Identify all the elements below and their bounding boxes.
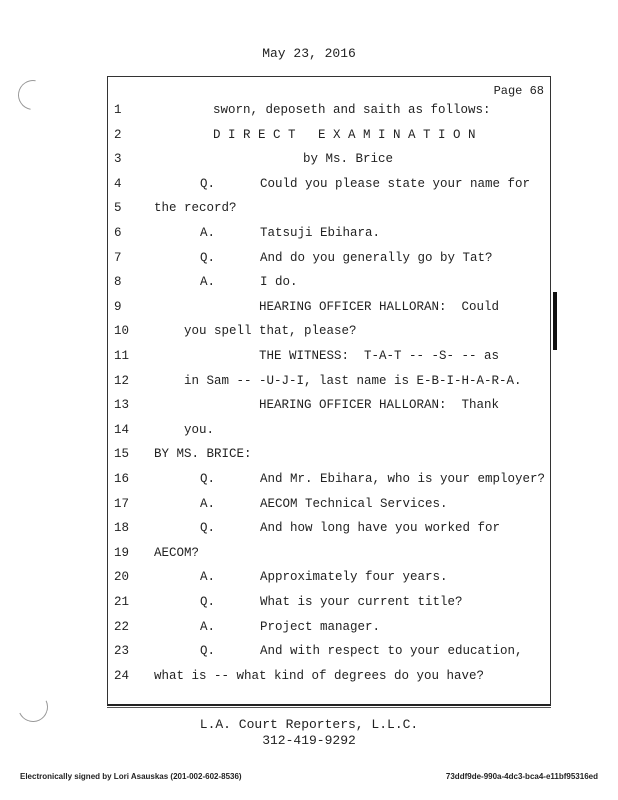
- transcript-line: [0, 300, 618, 324]
- line-number: 24: [114, 668, 130, 683]
- transcript-line: [0, 423, 618, 447]
- line-text: in Sam -- -U-J-I, last name is E-B-I-H-A-R-A.: [184, 373, 522, 388]
- line-number: 5: [114, 201, 122, 216]
- transcript-line: [0, 570, 618, 594]
- line-text: Q. What is your current title?: [200, 595, 463, 609]
- line-number: 4: [114, 176, 122, 191]
- line-number: 9: [114, 299, 122, 314]
- line-text: sworn, deposeth and saith as follows:: [213, 103, 491, 117]
- transcript-line: [0, 177, 618, 201]
- transcript-line: [0, 620, 618, 644]
- transcript-line: [0, 546, 618, 570]
- transcript-line: [0, 152, 618, 176]
- line-number: 14: [114, 422, 130, 437]
- transcript-line: [0, 324, 618, 348]
- line-text: A. Project manager.: [200, 619, 381, 634]
- line-number: 15: [114, 447, 130, 462]
- line-number: 18: [114, 521, 130, 536]
- page-number: Page 68: [493, 84, 544, 98]
- document-hash: 73ddf9de-990a-4dc3-bca4-e11bf95316ed: [445, 772, 598, 781]
- transcript-line: [0, 103, 618, 127]
- line-text: D I R E C T E X A M I N A T I O N: [213, 127, 476, 142]
- transcript-line: [0, 521, 618, 545]
- line-text: HEARING OFFICER HALLORAN: Could: [259, 299, 500, 314]
- transcript-line: [0, 201, 618, 225]
- line-number: 17: [114, 496, 130, 511]
- transcript-line: [0, 398, 618, 422]
- line-number: 2: [114, 127, 122, 142]
- transcript-line: [0, 472, 618, 496]
- transcript-line: [0, 497, 618, 521]
- transcript-line: [0, 447, 618, 471]
- line-text: what is -- what kind of degrees do you have?: [154, 668, 485, 683]
- line-text: HEARING OFFICER HALLORAN: Thank: [259, 398, 500, 413]
- line-text: AECOM?: [154, 545, 200, 560]
- line-text: THE WITNESS: T-A-T -- -S- -- as: [259, 349, 500, 363]
- line-text: Q. And Mr. Ebihara, who is your employer?: [200, 472, 546, 486]
- page-date: May 23, 2016: [262, 46, 356, 61]
- line-number: 10: [114, 324, 130, 339]
- line-number: 8: [114, 275, 122, 290]
- line-text: Q. And how long have you worked for: [200, 521, 501, 536]
- transcript-line: [0, 251, 618, 275]
- transcript-line: [0, 669, 618, 693]
- line-text: the record?: [154, 201, 237, 216]
- transcript-line: [0, 349, 618, 373]
- line-number: 21: [114, 595, 130, 609]
- footer-company: L.A. Court Reporters, L.L.C.: [199, 717, 419, 732]
- line-text: Q. And with respect to your education,: [200, 644, 523, 659]
- line-number: 7: [114, 250, 122, 265]
- footer-phone: 312-419-9292: [262, 733, 356, 748]
- line-text: A. Approximately four years.: [200, 570, 448, 585]
- line-text: BY MS. BRICE:: [154, 447, 252, 462]
- transcript-line: [0, 644, 618, 668]
- line-text: A. I do.: [200, 275, 298, 290]
- transcript-line: [0, 374, 618, 398]
- line-number: 23: [114, 644, 130, 659]
- line-text: A. Tatsuji Ebihara.: [200, 226, 381, 240]
- line-number: 19: [114, 545, 130, 560]
- line-number: 11: [114, 349, 130, 363]
- transcript-line: [0, 226, 618, 250]
- line-number: 22: [114, 619, 130, 634]
- line-number: 6: [114, 226, 122, 240]
- e-signature-note: Electronically signed by Lori Asauskas (201-002-602-8536): [20, 772, 242, 781]
- line-number: 16: [114, 472, 130, 486]
- line-text: A. AECOM Technical Services.: [200, 496, 448, 511]
- transcript-line: [0, 128, 618, 152]
- frame-rule: [107, 707, 551, 708]
- line-number: 13: [114, 398, 130, 413]
- line-number: 12: [114, 373, 130, 388]
- line-number: 20: [114, 570, 130, 585]
- line-text: you.: [184, 422, 215, 437]
- line-number: 1: [114, 103, 122, 117]
- line-number: 3: [114, 152, 122, 167]
- line-text: Q. And do you generally go by Tat?: [200, 250, 493, 265]
- transcript-line: [0, 275, 618, 299]
- line-text: by Ms. Brice: [303, 152, 394, 167]
- transcript-line: [0, 595, 618, 619]
- line-text: you spell that, please?: [184, 324, 357, 339]
- line-text: Q. Could you please state your name for: [200, 176, 531, 191]
